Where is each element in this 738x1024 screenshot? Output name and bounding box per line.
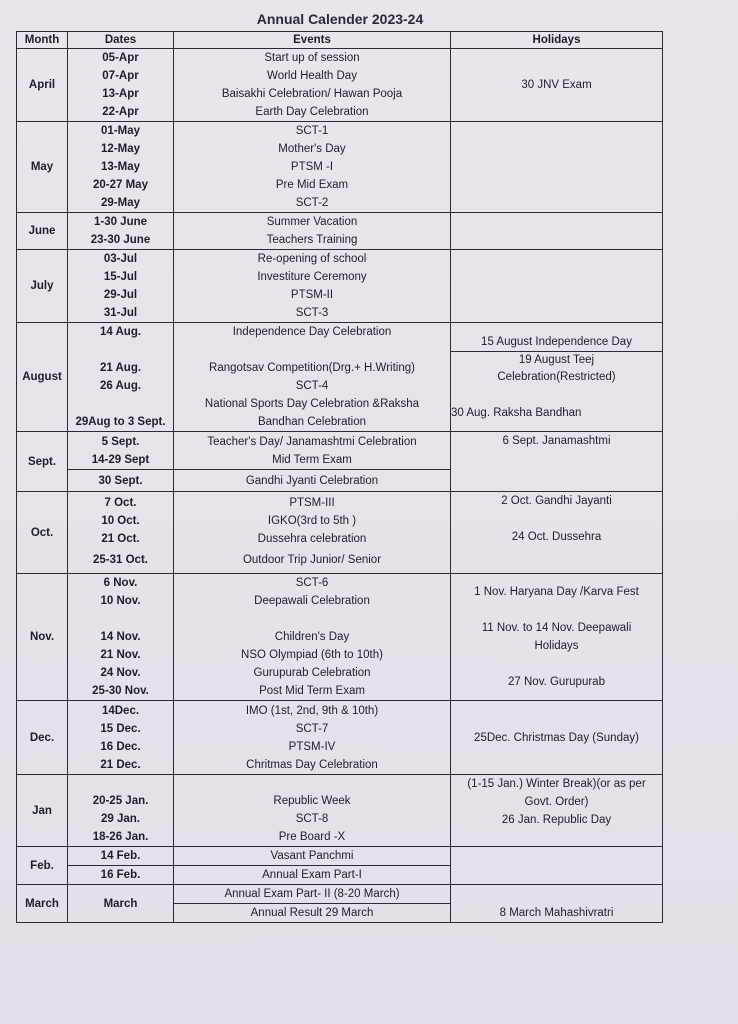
- event: SCT-8: [295, 813, 329, 825]
- holidays-cell: [451, 701, 663, 775]
- event: Post Mid Term Exam: [259, 685, 365, 697]
- date: 18-26 Jan.: [92, 831, 149, 843]
- event: Rangotsav Competition(Drg.+ H.Writing): [209, 362, 415, 374]
- holidays-cell: [451, 492, 663, 574]
- date: 31-Jul: [103, 307, 138, 319]
- holiday: 27 Nov. Gurupurab: [508, 676, 605, 688]
- date: March: [103, 897, 138, 910]
- event: Pre Board -X: [278, 831, 346, 843]
- month-row-feb: [17, 847, 663, 866]
- date: 16 Feb.: [100, 869, 141, 881]
- date: 25-30 Nov.: [92, 685, 149, 697]
- date: 23-30 June: [90, 234, 151, 246]
- date: 15 Dec.: [100, 722, 141, 735]
- event: Independence Day Celebration: [232, 326, 392, 338]
- month-label: July: [17, 250, 68, 323]
- dates-cell: [68, 432, 174, 470]
- event: Gandhi Jyanti Celebration: [245, 474, 379, 487]
- date: 07-Apr: [102, 70, 139, 82]
- date: 13-Apr: [102, 88, 139, 100]
- holiday: Holidays: [534, 640, 579, 652]
- date: 6 Nov.: [103, 577, 138, 589]
- dates-cell: [68, 49, 174, 122]
- event: Children's Day: [274, 631, 350, 643]
- event: SCT-7: [295, 722, 329, 735]
- event: Deepawali Celebration: [254, 595, 370, 607]
- date: 01-May: [101, 125, 140, 137]
- dates-cell: [68, 866, 174, 885]
- event: PTSM-III: [289, 496, 335, 509]
- month-row-july: [17, 250, 663, 323]
- holiday: (1-15 Jan.) Winter Break)(or as per: [467, 778, 646, 790]
- date: 20-27 May: [93, 179, 148, 191]
- event: Baisakhi Celebration/ Hawan Pooja: [221, 88, 403, 100]
- event: Start up of session: [264, 52, 360, 64]
- holidays-cell: [451, 432, 663, 492]
- date: 22-Apr: [102, 106, 139, 118]
- dates-cell: [68, 470, 174, 492]
- date: 14 Nov.: [100, 631, 141, 643]
- event: Earth Day Celebration: [255, 106, 369, 118]
- event: World Health Day: [267, 70, 357, 82]
- events-cell: [174, 432, 451, 470]
- date: 14 Aug.: [99, 326, 142, 338]
- holiday: 30 JNV Exam: [521, 79, 592, 91]
- event: PTSM-IV: [288, 740, 336, 753]
- date: 29-May: [101, 197, 140, 209]
- holiday: 24 Oct. Dussehra: [511, 531, 602, 543]
- dates-cell: [68, 701, 174, 775]
- dates-header: Dates: [68, 32, 174, 49]
- month-label: Oct.: [17, 492, 68, 574]
- month-label: Nov.: [17, 574, 68, 701]
- calendar-table: [16, 31, 663, 923]
- month-row-nov: [17, 574, 663, 701]
- month-label: June: [17, 213, 68, 250]
- events-cell: [174, 847, 451, 866]
- events-cell: [174, 250, 451, 323]
- holidays-cell: [451, 213, 663, 250]
- event: Mother's Day: [278, 143, 346, 155]
- event: Teachers Training: [266, 234, 358, 246]
- events-cell: [174, 701, 451, 775]
- date: 21 Dec.: [100, 758, 141, 771]
- month-row-june: [17, 213, 663, 250]
- holidays-cell: [451, 847, 663, 885]
- events-cell: [174, 574, 451, 701]
- holiday: 25Dec. Christmas Day (Sunday): [474, 731, 639, 744]
- events-cell: [174, 122, 451, 213]
- date: 15-Jul: [103, 271, 138, 283]
- event: PTSM-II: [290, 289, 334, 301]
- month-label: Jan: [17, 775, 68, 847]
- event: Annual Result 29 March: [250, 907, 374, 919]
- holiday: 15 August Independence Day: [451, 333, 662, 352]
- date: 14Dec.: [101, 704, 140, 717]
- date: 10 Nov.: [100, 595, 141, 607]
- dates-cell: [68, 775, 174, 847]
- event: Teacher's Day/ Janamashtmi Celebration: [207, 435, 417, 448]
- month-row-march: [17, 885, 663, 904]
- month-label: April: [17, 49, 68, 122]
- holidays-cell: [451, 49, 663, 122]
- date: 26 Aug.: [99, 380, 142, 392]
- dates-cell: [68, 885, 174, 923]
- month-label: March: [17, 885, 68, 923]
- date: 25-31 Oct.: [93, 553, 148, 566]
- holiday: 19 August Teej: [518, 353, 595, 366]
- holiday: Govt. Order): [524, 796, 589, 808]
- date: 1-30 June: [93, 216, 148, 228]
- date: 05-Apr: [102, 52, 139, 64]
- month-label: May: [17, 122, 68, 213]
- holiday: Celebration(Restricted): [497, 370, 616, 383]
- date: 5 Sept.: [101, 435, 140, 448]
- events-cell: [174, 49, 451, 122]
- event: Outdoor Trip Junior/ Senior: [242, 553, 382, 566]
- event: NSO Olympiad (6th to 10th): [241, 649, 383, 661]
- month-row-may: [17, 122, 663, 213]
- event: SCT-3: [295, 307, 329, 319]
- holiday: 26 Jan. Republic Day: [501, 814, 612, 826]
- event: Bandhan Celebration: [257, 416, 367, 428]
- holiday: 30 Aug. Raksha Bandhan: [451, 406, 582, 419]
- event: Mid Term Exam: [272, 453, 352, 466]
- month-row-dec: [17, 701, 663, 775]
- event: IMO (1st, 2nd, 9th & 10th): [245, 704, 379, 717]
- event: Pre Mid Exam: [275, 179, 349, 191]
- month-label: Dec.: [17, 701, 68, 775]
- events-cell: [174, 492, 451, 574]
- dates-cell: [68, 323, 174, 432]
- events-cell: [174, 866, 451, 885]
- page-title: Annual Calender 2023-24: [256, 11, 424, 27]
- holiday: 2 Oct. Gandhi Jayanti: [501, 495, 612, 507]
- date: 30 Sept.: [98, 474, 143, 487]
- event: Vasant Panchmi: [270, 850, 354, 862]
- event: IGKO(3rd to 5th ): [267, 514, 357, 527]
- events-cell: [174, 323, 451, 432]
- date: 21 Nov.: [100, 649, 141, 661]
- event: Chritmas Day Celebration: [246, 758, 378, 771]
- dates-cell: [68, 250, 174, 323]
- holiday: 1 Nov. Haryana Day /Karva Fest: [474, 586, 639, 598]
- date: 16 Dec.: [100, 740, 141, 753]
- month-label: August: [17, 323, 68, 432]
- event: Investiture Ceremony: [257, 271, 367, 283]
- dates-cell: [68, 574, 174, 701]
- event: Dussehra celebration: [257, 532, 367, 545]
- events-header: Events: [174, 32, 451, 49]
- date: 29-Jul: [103, 289, 138, 301]
- date: 21 Oct.: [101, 532, 140, 545]
- event: Summer Vacation: [266, 216, 358, 228]
- month-label: Feb.: [17, 847, 68, 885]
- dates-cell: [68, 492, 174, 574]
- event: Annual Exam Part- II (8-20 March): [224, 888, 400, 900]
- date: 14-29 Sept: [91, 453, 150, 466]
- month-row-jan: [17, 775, 663, 847]
- header-row: [17, 32, 663, 49]
- holidays-cell: [451, 323, 663, 432]
- event: Annual Exam Part-I: [262, 869, 362, 881]
- month-row-oct: [17, 492, 663, 574]
- holidays-cell: [451, 775, 663, 847]
- holiday: 6 Sept. Janamashtmi: [502, 435, 611, 447]
- date: 12-May: [101, 143, 140, 155]
- holidays-cell: [451, 574, 663, 701]
- holidays-header: Holidays: [451, 32, 663, 49]
- date: 13-May: [101, 161, 140, 173]
- events-cell: [174, 213, 451, 250]
- event: Gurupurab Celebration: [253, 667, 371, 679]
- date: 20-25 Jan.: [92, 795, 149, 807]
- dates-cell: [68, 122, 174, 213]
- event: SCT-4: [295, 380, 329, 392]
- event: National Sports Day Celebration &Raksha: [204, 398, 420, 410]
- event: PTSM -I: [290, 161, 334, 173]
- events-cell: [174, 885, 451, 904]
- month-label: Sept.: [17, 432, 68, 492]
- date: 21 Aug.: [99, 362, 142, 374]
- date: 7 Oct.: [104, 496, 137, 509]
- month-row-april: [17, 49, 663, 122]
- month-row-august: [17, 323, 663, 432]
- holidays-cell: [451, 122, 663, 213]
- month-row-sept: [17, 432, 663, 470]
- events-cell: [174, 775, 451, 847]
- event: SCT-1: [295, 125, 329, 137]
- events-cell: [174, 904, 451, 923]
- holiday: 8 March Mahashivratri: [499, 907, 614, 919]
- dates-cell: [68, 847, 174, 866]
- events-cell: [174, 470, 451, 492]
- month-header: Month: [17, 32, 68, 49]
- event: Re-opening of school: [257, 253, 367, 265]
- event: SCT-2: [295, 197, 329, 209]
- date: 29Aug to 3 Sept.: [75, 416, 166, 428]
- event: SCT-6: [295, 577, 329, 589]
- date: 29 Jan.: [101, 813, 140, 825]
- date: 10 Oct.: [101, 514, 140, 527]
- date: 14 Feb.: [100, 850, 141, 862]
- date: 24 Nov.: [100, 667, 141, 679]
- dates-cell: [68, 213, 174, 250]
- holidays-cell: [451, 885, 663, 923]
- event: Republic Week: [273, 795, 351, 807]
- date: 03-Jul: [103, 253, 138, 265]
- holiday: 11 Nov. to 14 Nov. Deepawali: [481, 622, 632, 634]
- holidays-cell: [451, 250, 663, 323]
